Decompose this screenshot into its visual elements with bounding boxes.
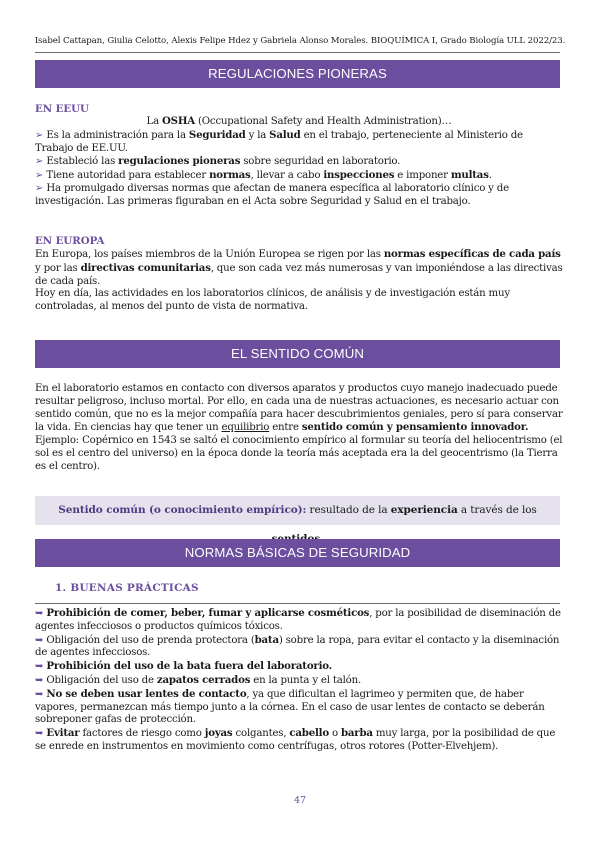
paragraph: Hoy en día, las actividades en los laboratorios clínicos, de análisis y de investigación están muy controladas, al menos del punto de vista de normativa. [35, 288, 510, 313]
paragraph: Ejemplo: Copérnico en 1543 se saltó el conocimiento empírico al formular su teoría del heliocentrismo (el sol es el centro del universo) en la época donde la teoría más aceptada era la del geocentrismo (la Tierra es el centro). [35, 435, 563, 472]
list-item: ➥ Prohibición de comer, beber, fumar y aplicarse cosméticos, por la posibilidad de diseminación de agentes infecciosos o productos químicos tóxicos. [35, 607, 561, 632]
list-item: ➢ Ha promulgado diversas normas que afectan de manera específica al laboratorio clínico y de investigación. Las primeras figuraban en el Acta sobre Seguridad y Salud en el trabajo. [35, 182, 509, 207]
definition-callout: Sentido común (o conocimiento empírico): resultado de la experiencia a través de los [35, 496, 560, 525]
page-header: Isabel Cattapan, Giulia Celotto, Alexis Felipe Hdez y Gabriela Alonso Morales. BIOQUÍMICA I, Grado Biología ULL 2022/23. [34, 36, 566, 46]
section-buenas-practicas [35, 607, 563, 754]
arrow-icon: ➥ [35, 674, 47, 686]
osha-line: La OSHA (Occupational Safety and Health Administration)… [146, 115, 452, 127]
heading-europa: EN EUROPA [35, 235, 105, 247]
header-divider [35, 52, 560, 53]
section-europa [35, 248, 563, 314]
arrow-icon: ➥ [35, 608, 47, 619]
arrow-icon: ➥ [35, 634, 47, 646]
list-item: ➢ Tiene autoridad para establecer normas, llevar a cabo inspecciones e imponer multas. [35, 169, 492, 182]
banner-sentido-comun: EL SENTIDO COMÚN [35, 340, 560, 368]
section-sentido-comun [35, 383, 563, 474]
paragraph: En Europa, los países miembros de la Unión Europea se rigen por las normas específicas de cada país y por las directivas comunitarias, que son cada vez más numerosas y van imponiéndose a las directivas de cada país. [35, 248, 563, 287]
heading-eeuu: EN EEUU [35, 103, 89, 115]
arrow-icon: ➥ [35, 661, 47, 673]
subheading-buenas-practicas: 1. BUENAS PRÁCTICAS [55, 582, 199, 594]
list-item: ➥ Prohibición del uso de la bata fuera del laboratorio. [35, 660, 333, 673]
arrow-icon: ➥ [35, 688, 47, 700]
subheading-divider [35, 603, 560, 604]
banner-regulaciones: REGULACIONES PIONERAS [35, 60, 560, 88]
banner-normas: NORMAS BÁSICAS DE SEGURIDAD [35, 539, 560, 567]
arrow-icon: ➢ [35, 156, 47, 168]
list-item: ➢ Es la administración para la Seguridad y la Salud en el trabajo, perteneciente al Ministerio de Trabajo de EE.UU. [35, 128, 523, 154]
paragraph: En el laboratorio estamos en contacto con diversos aparatos y productos cuyo manejo inadecuado puede resultar peligroso, incluso mortal. Por ello, en cada una de nuestras actuaciones, es necesario actuar con sentido común, que no es la mejor compañía para hacer descubrimientos geniales, pero sí para conservar la vida. En ciencias hay que tener un equilibrio entre sentido común y pensamiento innovador. [35, 383, 563, 434]
arrow-icon: ➢ [35, 129, 47, 141]
list-item: ➥ Obligación del uso de prenda protectora (bata) sobre la ropa, para evitar el contacto y la diseminación de agentes infecciosos. [35, 633, 560, 659]
arrow-icon: ➢ [35, 182, 47, 194]
page-number: 47 [293, 795, 307, 806]
arrow-icon: ➢ [35, 170, 47, 182]
list-item: ➢ Estableció las regulaciones pioneras sobre seguridad en laboratorio. [35, 155, 401, 168]
section-eeuu [35, 115, 563, 209]
list-item: ➥ No se deben usar lentes de contacto, ya que dificultan el lagrimeo y permiten que, de haber vapores, permanezcan más tiempo junto a la córnea. En el caso de usar lentes de contacto se deberán sobreponer gafas de protección. [35, 687, 545, 726]
arrow-icon: ➥ [35, 728, 47, 740]
list-item: ➥ Obligación del uso de zapatos cerrados en la punta y el talón. [35, 673, 361, 686]
list-item: ➥ Evitar factores de riesgo como joyas colgantes, cabello o barba muy larga, por la posibilidad de que se enrede en instrumentos en movimiento como centrífugas, otros rotores (Potter-Elvehjem). [35, 727, 556, 752]
